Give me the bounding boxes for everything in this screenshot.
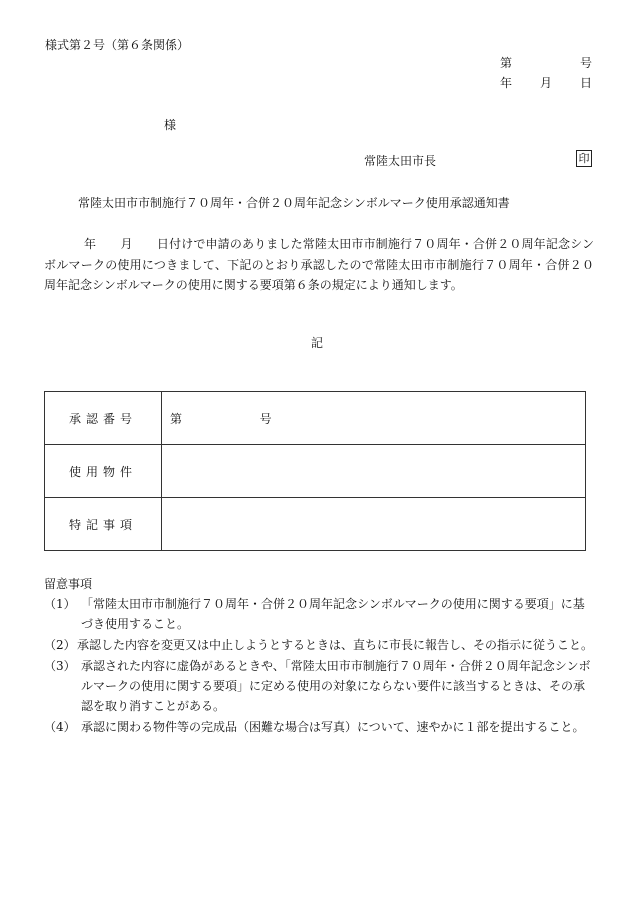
approval-number-suffix: 号	[259, 411, 272, 426]
date-month: 月	[540, 76, 553, 90]
table-row	[45, 392, 586, 445]
note-item	[44, 594, 596, 634]
ki-heading: 記	[311, 336, 324, 350]
note-text: 承認された内容に虚偽があるときや、「常陸太田市市制施行７０周年・合併２０周年記念シンボルマークの使用に関する要項」に定める使用の対象にならない要件に該当するときは、その承認を取り消すことがある。	[81, 659, 591, 713]
table-row	[45, 445, 586, 498]
body-paragraph: 年 月 日付けで申請のありました常陸太田市市制施行７０周年・合併２０周年記念シンボルマークの使用につきまして、下記のとおり承認したので常陸太田市市制施行７０周年・合併２０周年記念シンボルマークの使用に関する要項第６条の規定により通知します。	[44, 237, 594, 292]
usage-item-value	[162, 445, 586, 498]
approval-number-value	[162, 392, 586, 445]
usage-item-label: 使用物件	[45, 445, 162, 498]
special-notes-label: 特記事項	[45, 498, 162, 551]
form-number: 様式第２号（第６条関係）	[45, 38, 190, 52]
note-item	[44, 656, 596, 716]
number-prefix: 第	[500, 56, 513, 70]
note-number: （1）	[44, 597, 76, 611]
recipient-honorific: 様	[164, 118, 177, 132]
notes-heading: 留意事項	[44, 577, 93, 591]
seal-mark: 印	[576, 150, 592, 167]
issuer-name: 常陸太田市長	[364, 154, 437, 168]
note-number: （3）	[44, 659, 76, 673]
table-row	[45, 498, 586, 551]
note-item	[44, 717, 596, 737]
document-title: 常陸太田市市制施行７０周年・合併２０周年記念シンボルマーク使用承認通知書	[78, 196, 510, 210]
approval-number-label: 承認番号	[45, 392, 162, 445]
number-suffix: 号	[580, 56, 593, 70]
note-item	[44, 635, 596, 655]
date-day: 日	[580, 76, 593, 90]
note-text: 「常陸太田市市制施行７０周年・合併２０周年記念シンボルマークの使用に関する要項」に基づき使用すること。	[81, 597, 585, 631]
note-number: （2）	[44, 638, 76, 652]
date-year: 年	[500, 76, 513, 90]
special-notes-value	[162, 498, 586, 551]
approval-number-prefix: 第	[170, 411, 183, 426]
note-number: （4）	[44, 720, 76, 734]
note-text: 承認に関わる物件等の完成品（困難な場合は写真）について、速やかに１部を提出すること。	[81, 720, 585, 734]
approval-table	[44, 391, 586, 551]
notes-list	[44, 594, 596, 738]
note-text: 承認した内容を変更又は中止しようとするときは、直ちに市長に報告し、その指示に従うこと。	[77, 638, 594, 652]
